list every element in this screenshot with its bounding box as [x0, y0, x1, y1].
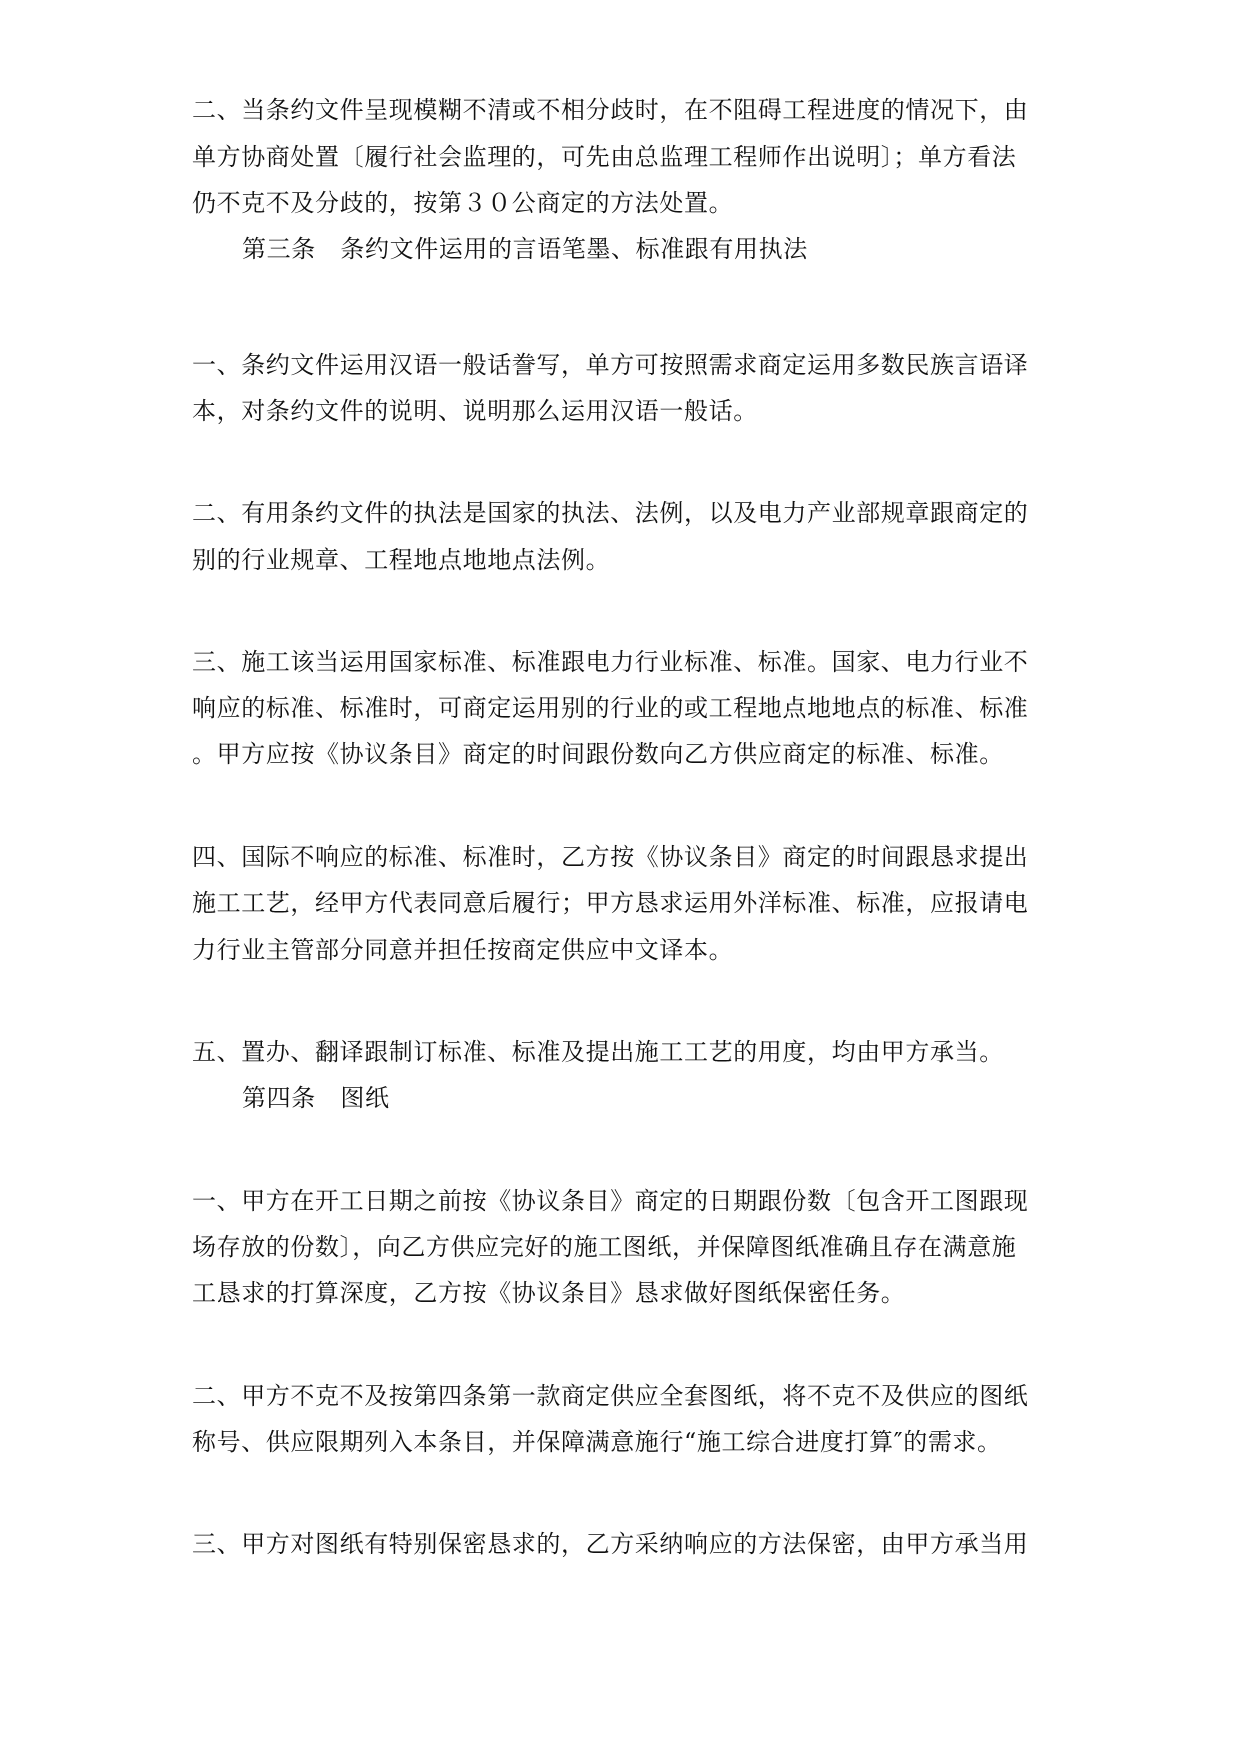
- text-line: 一、条约文件运用汉语一般话誊写，单方可按照需求商定运用多数民族言语译: [192, 351, 1029, 379]
- text-line: 三、甲方对图纸有特别保密恳求的，乙方采纳响应的方法保密，由甲方承当用: [192, 1530, 1029, 1558]
- text-line: 五、置办、翻译跟制订标准、标准及提出施工工艺的用度，均由甲方承当。: [192, 1038, 1004, 1066]
- text-line: 施工工艺，经甲方代表同意后履行；甲方恳求运用外洋标准、标准，应报请电: [192, 889, 1029, 917]
- text-line: 力行业主管部分同意并担任按商定供应中文译本。: [192, 936, 734, 964]
- text-line: 本，对条约文件的说明、说明那么运用汉语一般话。: [192, 397, 758, 425]
- text-line: 别的行业规章、工程地点地地点法例。: [192, 546, 611, 574]
- text-line: 仍不克不及分歧的，按第３０公商定的方法处置。: [192, 189, 734, 217]
- text-line: 四、国际不响应的标准、标准时，乙方按《协议条目》商定的时间跟恳求提出: [192, 843, 1029, 871]
- text-line: 场存放的份数〕，向乙方供应完好的施工图纸，并保障图纸准确且存在满意施: [192, 1233, 1017, 1261]
- text-line: 。甲方应按《协议条目》商定的时间跟份数向乙方供应商定的标准、标准。: [192, 740, 1004, 768]
- text-line: 二、有用条约文件的执法是国家的执法、法例，以及电力产业部规章跟商定的: [192, 499, 1029, 527]
- section-heading: 第四条 图纸: [242, 1084, 390, 1112]
- text-line: 单方协商处置〔履行社会监理的，可先由总监理工程师作出说明〕；单方看法: [192, 143, 1017, 171]
- text-line: 工恳求的打算深度，乙方按《协议条目》恳求做好图纸保密任务。: [192, 1279, 906, 1307]
- section-heading: 第三条 条约文件运用的言语笔墨、标准跟有用执法: [242, 235, 808, 263]
- text-line: 响应的标准、标准时，可商定运用别的行业的或工程地点地地点的标准、标准: [192, 694, 1029, 722]
- text-line: 三、施工该当运用国家标准、标准跟电力行业标准、标准。国家、电力行业不: [192, 648, 1029, 676]
- text-line: 称号、供应限期列入本条目，并保障满意施行“施工综合进度打算″的需求。: [192, 1428, 1002, 1456]
- text-line: 二、甲方不克不及按第四条第一款商定供应全套图纸，将不克不及供应的图纸: [192, 1382, 1029, 1410]
- text-line: 一、甲方在开工日期之前按《协议条目》商定的日期跟份数〔包含开工图跟现: [192, 1187, 1029, 1215]
- text-line: 二、当条约文件呈现模糊不清或不相分歧时，在不阻碍工程进度的情况下，由: [192, 96, 1029, 124]
